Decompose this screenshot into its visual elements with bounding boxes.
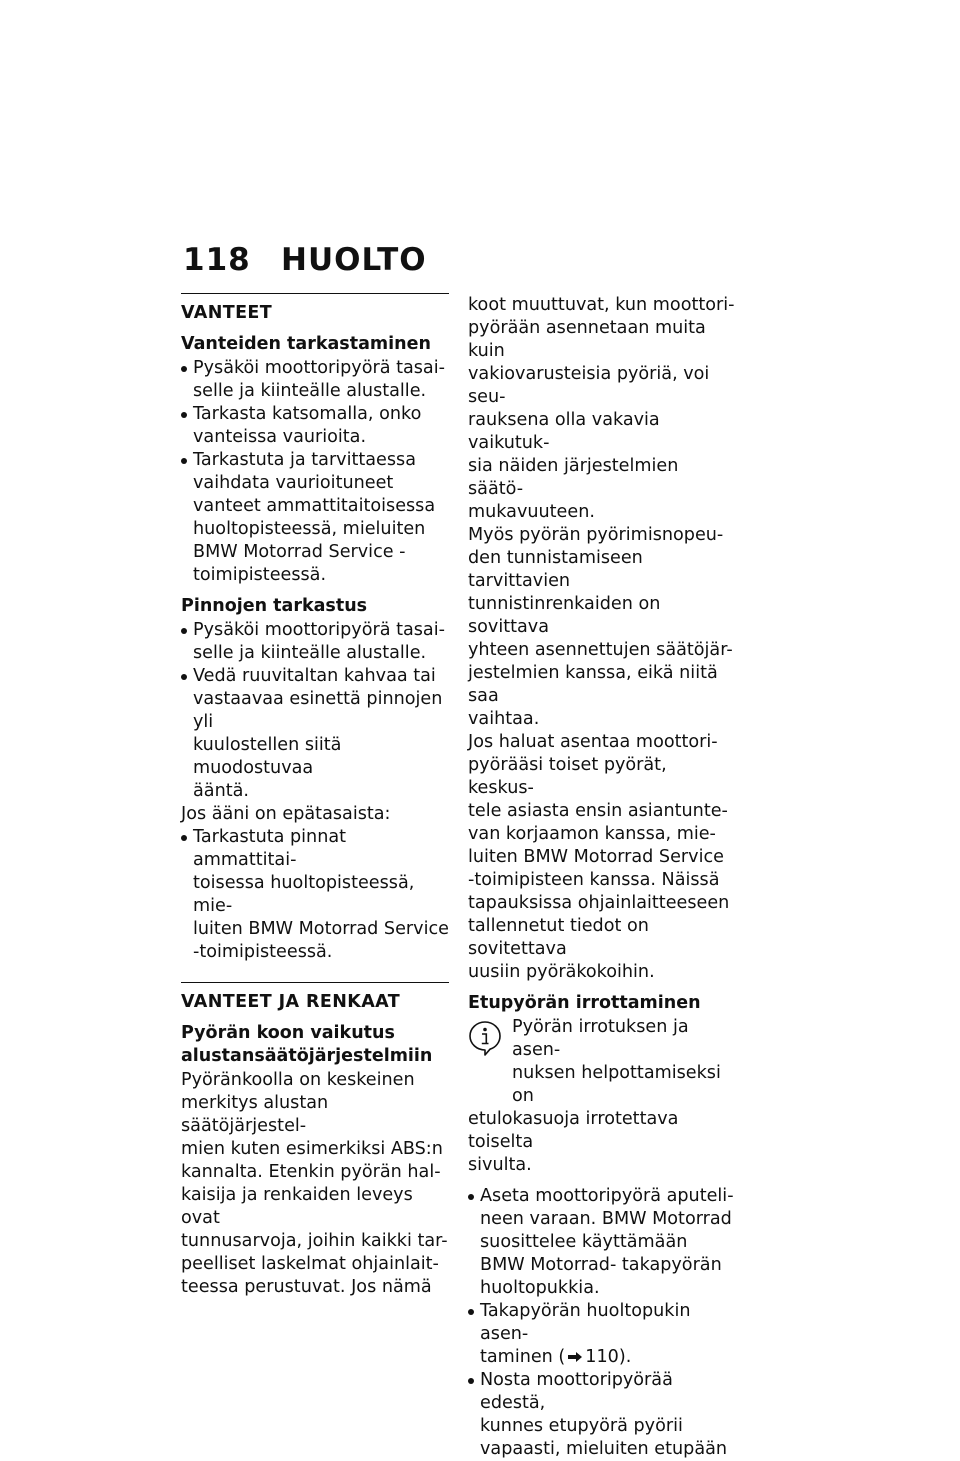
list-item <box>468 1369 736 1461</box>
body-paragraph: Pyöränkoolla on keskeinen merkitys alustan säätöjärjestel- mien kuten esimerkiksi ABS:n kannalta. Etenkin pyörän hal- kaisija ja renkaiden leveys ovat tunnusarvoja, joihin kaikki tar- peelliset laskelmat ohjainlait- teessa perustuvat. Jos nämä <box>181 1070 448 1297</box>
list-item <box>181 619 449 665</box>
list-item-text: Tarkasta katsomalla, onko vanteissa vaurioita. <box>193 404 422 447</box>
section-title-wheels-tyres: VANTEET JA RENKAAT <box>181 992 401 1012</box>
list-item <box>468 1300 736 1369</box>
list-item-text: Takapyörän huoltopukin asen- taminen ( <box>480 1301 691 1367</box>
page-reference[interactable]: 110 <box>585 1347 619 1367</box>
bullet-icon <box>468 1194 474 1200</box>
bullet-icon <box>181 412 187 418</box>
rim-check-list <box>181 357 449 587</box>
reference-suffix: ). <box>618 1347 632 1367</box>
body-paragraph: Jos haluat asentaa moottori- pyörääsi toiset pyörät, keskus- tele asiasta ensin asiantunte- van korjaamon kanssa, mie- luiten BMW Motorrad Service -toimipisteen kanssa. Näissä tapauksissa ohjainlaitteeseen tallennetut tiedot on sovitettava uusiin pyöräkokoihin. <box>468 732 730 982</box>
left-column <box>181 293 449 1299</box>
chapter-title: HUOLTO <box>281 242 427 278</box>
spoke-service-list <box>181 826 449 964</box>
body-paragraph: Myös pyörän pyörimisnopeu- den tunnistamiseen tarvittavien tunnistinrenkaiden on sovittava yhteen asennettujen säätöjär- jestelmien kanssa, eikä niitä saa vaihtaa. <box>468 525 733 729</box>
spoke-check-list <box>181 619 449 803</box>
subsection-title-rim-check: Vanteiden tarkastaminen <box>181 334 431 354</box>
list-item-text: Tarkastuta pinnat ammattitai- toisessa huoltopisteessä, mie- luiten BMW Motorrad Service -toimipisteessä. <box>193 827 449 962</box>
notice-text-continued: etulokasuoja irrotettava toiselta sivulta. <box>468 1109 679 1175</box>
list-item <box>181 403 449 449</box>
condition-text: Jos ääni on epätasaista: <box>181 804 391 824</box>
page-reference-arrow-icon <box>567 1351 583 1363</box>
list-item <box>468 1185 736 1300</box>
subsection-title-front-wheel-removal: Etupyörän irrottaminen <box>468 993 701 1013</box>
section-rule <box>181 293 449 294</box>
list-item <box>181 826 449 964</box>
section-title-vanteet: VANTEET <box>181 303 273 323</box>
bullet-icon <box>181 458 187 464</box>
list-item <box>181 665 449 803</box>
list-item <box>181 449 449 587</box>
info-icon <box>468 1019 502 1057</box>
body-paragraph: koot muuttuvat, kun moottori- pyörään asennetaan muita kuin vakiovarusteisia pyöriä, voi seu- rauksena olla vakavia vaikutuk- sia näiden järjestelmien säätö- mukavuuteen. <box>468 295 735 522</box>
notice-text: Pyörän irrotuksen ja asen- nuksen helpottamiseksi on <box>512 1017 721 1106</box>
bullet-icon <box>468 1309 474 1315</box>
list-item-text: Nosta moottoripyörää edestä, kunnes etupyörä pyörii vapaasti, mieluiten etupään <box>480 1370 728 1459</box>
bullet-icon <box>181 628 187 634</box>
subsection-title-spoke-check: Pinnojen tarkastus <box>181 596 368 616</box>
list-item <box>181 357 449 403</box>
page-number: 118 <box>183 242 251 278</box>
list-item-text: Pysäköi moottoripyörä tasai- selle ja kiinteälle alustalle. <box>193 358 445 401</box>
bullet-icon <box>181 835 187 841</box>
bullet-icon <box>468 1378 474 1384</box>
bullet-icon <box>181 674 187 680</box>
front-wheel-steps-list <box>468 1185 736 1461</box>
list-item-text: Tarkastuta ja tarvittaessa vaihdata vaurioituneet vanteet ammattitaitoisessa huoltopisteessä, mieluiten BMW Motorrad Service - toimipisteessä. <box>193 450 436 585</box>
bullet-icon <box>181 366 187 372</box>
info-notice <box>468 1016 736 1108</box>
list-item-text: Vedä ruuvitaltan kahvaa tai vastaavaa esinettä pinnojen yli kuulostellen siitä muodostuvaa ääntä. <box>193 666 443 801</box>
list-item-text: Aseta moottoripyörä aputeli- neen varaan. BMW Motorrad suosittelee käyttämään BMW Motorrad- takapyörän huoltopukkia. <box>480 1186 734 1298</box>
page-header <box>183 242 427 278</box>
list-item-text: Pysäköi moottoripyörä tasai- selle ja kiinteälle alustalle. <box>193 620 445 663</box>
right-column <box>468 294 736 1461</box>
subsection-title-wheel-size: Pyörän koon vaikutus alustansäätöjärjestelmiin <box>181 1023 433 1066</box>
section-rule <box>181 982 449 983</box>
